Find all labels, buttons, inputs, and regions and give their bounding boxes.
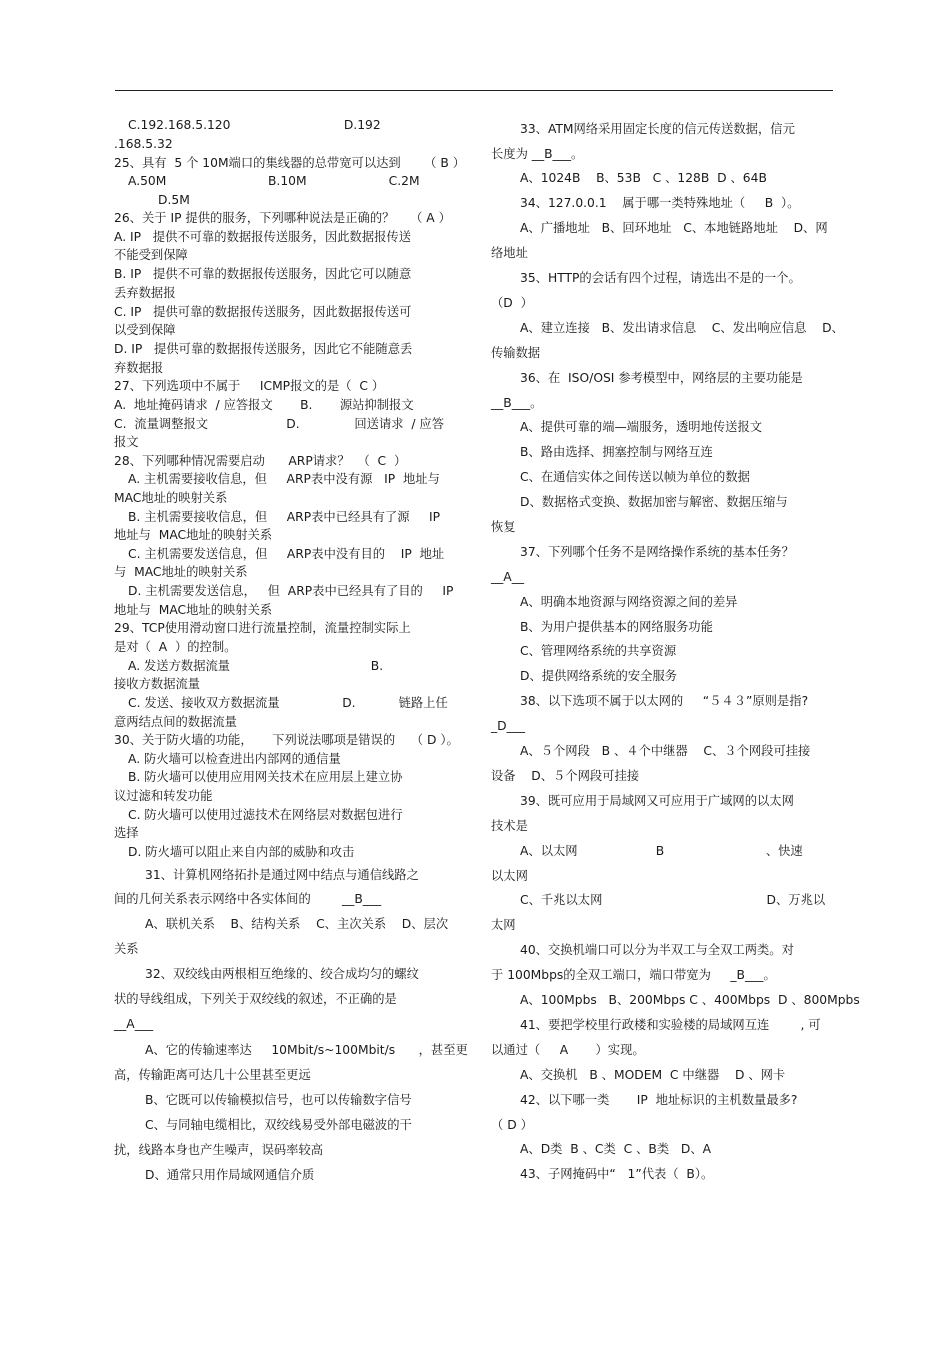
text-line: 29、TCP使用滑动窗口进行流量控制，流量控制实际上 bbox=[114, 621, 411, 635]
text-line: D. IP 提供可靠的数据报传送服务，因此它不能随意丢 bbox=[114, 342, 413, 356]
text-line: B. IP 提供不可靠的数据报传送服务，因此它可以随意 bbox=[114, 267, 412, 281]
text-line: C. 防火墙可以使用过滤技术在网络层对数据包进行 bbox=[128, 808, 403, 822]
text-line: 报文 bbox=[114, 435, 139, 449]
text-line: MAC地址的映射关系 bbox=[114, 491, 228, 505]
text-line: B、为用户提供基本的网络服务功能 bbox=[520, 620, 713, 634]
text-line: 28、下列哪种情况需要启动 ARP请求？ （ C ） bbox=[114, 454, 407, 468]
text-line: 43、子网掩码中“ 1”代表（ B）。 bbox=[520, 1167, 714, 1181]
text-line: 弃数据报 bbox=[114, 361, 164, 375]
text-line: 选择 bbox=[114, 826, 139, 840]
text-line: A、５个网段 B 、４个中继器 C、３个网段可挂接 bbox=[520, 744, 811, 758]
text-line: __A__ bbox=[491, 570, 525, 584]
text-line: C. 发送、接收双方数据流量 D. 链路上任 bbox=[128, 696, 448, 710]
text-line: 不能受到保障 bbox=[114, 248, 188, 262]
text-line: _D___ bbox=[491, 719, 526, 733]
text-line: 议过滤和转发功能 bbox=[114, 789, 213, 803]
text-line: A、以太网 B 、快速 bbox=[520, 844, 803, 858]
text-line: B、路由选择、拥塞控制与网络互连 bbox=[520, 445, 713, 459]
text-line: D. 防火墙可以阻止来自内部的威胁和攻击 bbox=[128, 845, 355, 859]
text-line: 长度为 __B___。 bbox=[491, 147, 584, 161]
text-line: 33、ATM网络采用固定长度的信元传送数据，信元 bbox=[520, 122, 795, 136]
text-line: 以受到保障 bbox=[114, 323, 176, 337]
text-line: 扰，线路本身也产生噪声，误码率较高 bbox=[114, 1143, 324, 1157]
text-line: C、管理网络系统的共享资源 bbox=[520, 644, 677, 658]
text-line: D、通常只用作局域网通信介质 bbox=[145, 1168, 315, 1182]
text-line: 40、交换机端口可以分为半双工与全双工两类。对 bbox=[520, 943, 794, 957]
text-line: 41、要把学校里行政楼和实验楼的局域网互连 , 可 bbox=[520, 1018, 821, 1032]
text-line: 高，传输距离可达几十公里甚至更远 bbox=[114, 1068, 311, 1082]
text-line: A. 主机需要接收信息，但 ARP表中没有源 IP 地址与 bbox=[128, 472, 440, 486]
text-line: A、1024B B、53B C 、128B D 、64B bbox=[520, 171, 767, 185]
text-line: A. IP 提供不可靠的数据报传送服务，因此数据报传送 bbox=[114, 230, 412, 244]
text-line: B. 防火墙可以使用应用网关技术在应用层上建立协 bbox=[128, 770, 403, 784]
text-line: C、千兆以太网 D、万兆以 bbox=[520, 893, 826, 907]
text-line: D. 主机需要发送信息， 但 ARP表中已经具有了目的 IP bbox=[128, 584, 454, 598]
text-line: 38、以下选项不属于以太网的 “５４３”原则是指? bbox=[520, 694, 809, 708]
text-line: B. 主机需要接收信息，但 ARP表中已经具有了源 IP bbox=[128, 510, 441, 524]
text-line: A.50M B.10M C.2M bbox=[128, 174, 420, 188]
text-line: A、交换机 B 、MODEM C 中继器 D 、网卡 bbox=[520, 1068, 786, 1082]
text-line: D.5M bbox=[158, 193, 190, 207]
text-line: A、D类 B 、C类 C 、B类 D、A bbox=[520, 1142, 712, 1156]
text-line: A、它的传输速率达 10Mbit/s~100Mbit/s ，甚至更 bbox=[145, 1043, 468, 1057]
text-line: （ D ） bbox=[491, 1118, 533, 1132]
text-line: 络地址 bbox=[491, 246, 528, 260]
text-line: 以太网 bbox=[491, 869, 528, 883]
text-line: 地址与 MAC地址的映射关系 bbox=[114, 603, 273, 617]
text-line: __A___ bbox=[114, 1017, 154, 1031]
text-line: __B___。 bbox=[491, 396, 543, 410]
text-line: 25、具有 5 个 10M端口的集线器的总带宽可以达到 （ B ） bbox=[114, 156, 466, 170]
text-line: B、它既可以传输模拟信号，也可以传输数字信号 bbox=[145, 1093, 412, 1107]
text-line: 与 MAC地址的映射关系 bbox=[114, 565, 248, 579]
text-line: 于 100Mbps的全双工端口，端口带宽为 _B___。 bbox=[491, 968, 776, 982]
text-line: 状的导线组成，下列关于双绞线的叙述，不正确的是 bbox=[114, 992, 397, 1006]
text-line: C、与同轴电缆相比，双绞线易受外部电磁波的干 bbox=[145, 1118, 412, 1132]
text-line: .168.5.32 bbox=[114, 137, 173, 151]
header-rule bbox=[115, 90, 833, 91]
text-line: 36、在 ISO/OSI 参考模型中，网络层的主要功能是 bbox=[520, 371, 803, 385]
text-line: 设备 D、５个网段可挂接 bbox=[491, 769, 640, 783]
text-line: C. 主机需要发送信息，但 ARP表中没有目的 IP 地址 bbox=[128, 547, 445, 561]
text-line: C. 流量调整报文 D. 回送请求 / 应答 bbox=[114, 417, 445, 431]
text-line: 地址与 MAC地址的映射关系 bbox=[114, 528, 273, 542]
text-line: 34、127.0.0.1 属于哪一类特殊地址（ B ）。 bbox=[520, 196, 800, 210]
text-line: A. 发送方数据流量 B. bbox=[128, 659, 384, 673]
text-line: 26、关于 IP 提供的服务，下列哪种说法是正确的？ （ A ） bbox=[114, 211, 451, 225]
text-line: A. 地址掩码请求 / 应答报文 B. 源站抑制报文 bbox=[114, 398, 414, 412]
text-line: 间的几何关系表示网络中各实体间的 __B___ bbox=[114, 892, 382, 906]
text-line: A、提供可靠的端—端服务，透明地传送报文 bbox=[520, 420, 763, 434]
text-line: 31、计算机网络拓扑是通过网中结点与通信线路之 bbox=[145, 868, 419, 882]
text-line: A、建立连接 B、发出请求信息 C、发出响应信息 D、 bbox=[520, 321, 844, 335]
text-line: 以通过（ A ）实现。 bbox=[491, 1043, 645, 1057]
text-line: 意两结点间的数据流量 bbox=[114, 715, 237, 729]
text-line: 传输数据 bbox=[491, 346, 541, 360]
text-line: A、联机关系 B、结构关系 C、主次关系 D、层次 bbox=[145, 917, 449, 931]
text-line: A、明确本地资源与网络资源之间的差异 bbox=[520, 595, 738, 609]
text-line: A、广播地址 B、回环地址 C、本地链路地址 D、网 bbox=[520, 221, 828, 235]
text-line: C.192.168.5.120 D.192 bbox=[128, 118, 381, 132]
text-line: 关系 bbox=[114, 942, 139, 956]
text-line: 42、以下哪一类 IP 地址标识的主机数量最多? bbox=[520, 1093, 798, 1107]
text-line: C、在通信实体之间传送以帧为单位的数据 bbox=[520, 470, 750, 484]
text-line: C. IP 提供可靠的数据报传送服务，因此数据报传送可 bbox=[114, 305, 412, 319]
text-line: 太网 bbox=[491, 918, 516, 932]
text-line: A、100Mpbs B、200Mbps C 、400Mbps D 、800Mpbs bbox=[520, 993, 860, 1007]
text-line: 39、既可应用于局域网又可应用于广域网的以太网 bbox=[520, 794, 794, 808]
text-line: 37、下列哪个任务不是网络操作系统的基本任务？ bbox=[520, 545, 794, 559]
text-line: 接收方数据流量 bbox=[114, 677, 201, 691]
text-line: D、数据格式变换、数据加密与解密、数据压缩与 bbox=[520, 495, 788, 509]
text-line: （D ） bbox=[491, 296, 533, 310]
text-line: 技术是 bbox=[491, 819, 528, 833]
text-line: D、提供网络系统的安全服务 bbox=[520, 669, 678, 683]
text-line: 恢复 bbox=[491, 520, 516, 534]
text-line: 32、双绞线由两根相互绝缘的、绞合成均匀的螺纹 bbox=[145, 967, 419, 981]
text-line: 是对（ A ）的控制。 bbox=[114, 640, 237, 654]
text-line: 35、HTTP的会话有四个过程，请选出不是的一个。 bbox=[520, 271, 801, 285]
text-line: 丢弃数据报 bbox=[114, 286, 176, 300]
text-line: 27、下列选项中不属于 ICMP报文的是（ C ） bbox=[114, 379, 385, 393]
text-line: A. 防火墙可以检查进出内部网的通信量 bbox=[128, 752, 341, 766]
text-line: 30、关于防火墙的功能， 下列说法哪项是错误的 （ D ）。 bbox=[114, 733, 459, 747]
